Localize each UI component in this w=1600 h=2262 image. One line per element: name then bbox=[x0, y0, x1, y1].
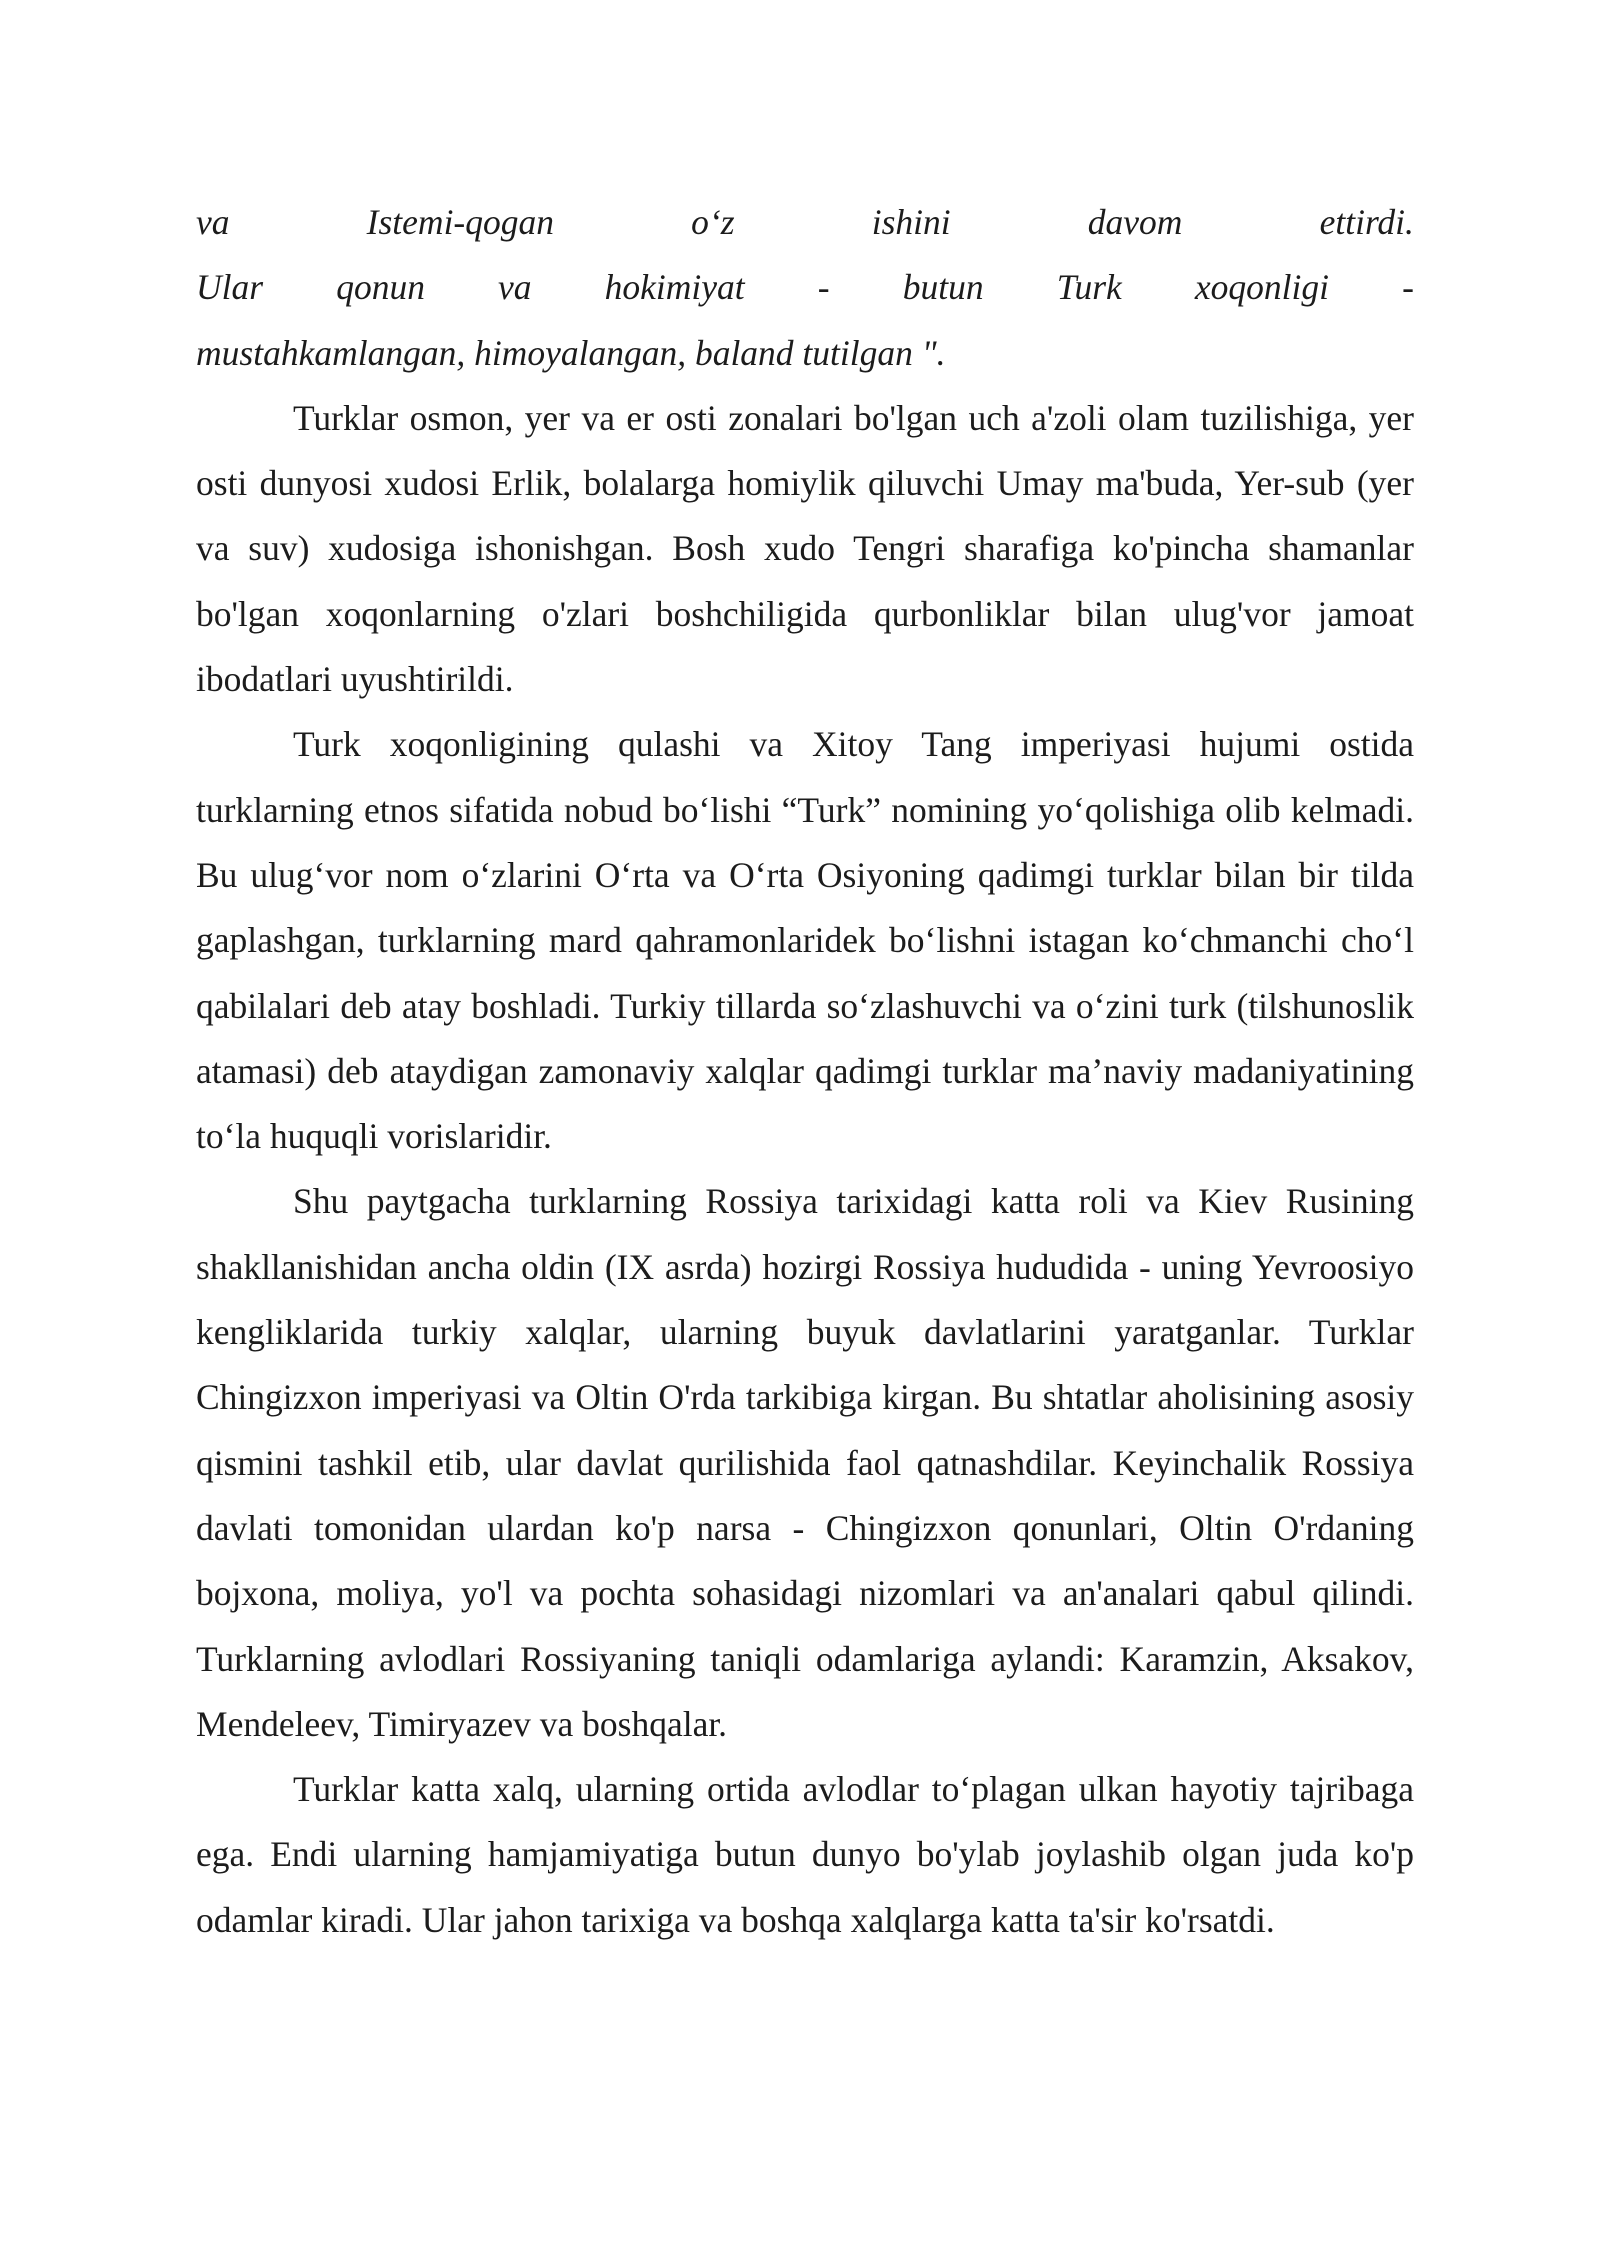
quote-word: butun bbox=[902, 267, 984, 308]
quote-line-2 bbox=[196, 255, 1414, 320]
quote-word: davom bbox=[1087, 202, 1183, 242]
quote-word: va bbox=[196, 202, 230, 242]
quote-word: ettirdi. bbox=[1319, 202, 1414, 242]
paragraph-great-people: Turklar katta xalq, ularning ortida avlodlar to‘plagan ulkan hayotiy tajribaga ega. Endi ularning hamjamiyatiga butun dunyo bo'ylab joylashib olgan juda ko'p odamlar kiradi. Ular jahon tarixiga va boshqa xalqlarga katta ta'sir ko'rsatdi. bbox=[196, 1769, 1414, 1940]
quote-word: hokimiyat bbox=[604, 267, 745, 308]
quote-word: Istemi-qogan bbox=[366, 202, 555, 242]
quote-word: ishini bbox=[871, 202, 951, 242]
document-page bbox=[196, 190, 1414, 1953]
quote-word: o‘z bbox=[691, 202, 735, 242]
paragraph-russia-role: Shu paytgacha turklarning Rossiya tarixidagi katta roli va Kiev Rusining shakllanishidan ancha oldin (IX asrda) hozirgi Rossiya hududida - uning Yevroosiyo kengliklarida turkiy xalqlar, ularning buyuk davlatlarini yaratganlar. Turklar Chingizxon imperiyasi va Oltin O'rda tarkibiga kirgan. Bu shtatlar aholisining asosiy qismini tashkil etib, ular davlat qurilishida faol qatnashdilar. Keyinchalik Rossiya davlati tomonidan ulardan ko'p narsa - Chingizxon qonunlari, Oltin O'rdaning bojxona, moliya, yo'l va pochta sohasidagi nizomlari va an'analari qabul qilindi. Turklarning avlodlari Rossiyaning taniqli odamlariga aylandi: Karamzin, Aksakov, Mendeleev, Timiryazev va boshqalar. bbox=[196, 1181, 1414, 1744]
quote-word: Ular bbox=[196, 267, 264, 308]
quote-line-3: mustahkamlangan, himoyalangan, baland tutilgan ". bbox=[196, 332, 946, 373]
paragraph-beliefs: Turklar osmon, yer va er osti zonalari bo'lgan uch a'zoli olam tuzilishiga, yer osti dunyosi xudosi Erlik, bolalarga homiylik qiluvchi Umay ma'buda, Yer-sub (yer va suv) xudosiga ishonishgan. Bosh xudo Tengri sharafiga ko'pincha shamanlar bo'lgan xoqonlarning o'zlari boshchiligida qurbonliklar bilan ulug'vor jamoat ibodatlari uyushtirildi. bbox=[196, 397, 1414, 700]
quote-line-1 bbox=[196, 190, 1414, 255]
quote-word: qonun bbox=[336, 267, 425, 308]
quote-word: va bbox=[498, 267, 532, 308]
quote-word: - bbox=[817, 267, 830, 308]
quote-word: Turk bbox=[1056, 267, 1122, 308]
paragraph-khaganate-fall: Turk xoqonligining qulashi va Xitoy Tang imperiyasi hujumi ostida turklarning etnos sifatida nobud bo‘lishi “Turk” nomining yo‘qolishiga olib kelmadi. Bu ulug‘vor nom o‘zlarini O‘rta va O‘rta Osiyoning qadimgi turklar bilan bir tilda gaplashgan, turklarning mard qahramonlaridek bo‘lishni istagan ko‘chmanchi cho‘l qabilalari deb atay boshladi. Turkiy tillarda so‘zlashuvchi va o‘zini turk (tilshunoslik atamasi) deb ataydigan zamonaviy xalqlar qadimgi turklar ma’naviy madaniyatining to‘la huquqli vorislaridir. bbox=[196, 724, 1414, 1157]
quote-word: - bbox=[1402, 267, 1414, 308]
quote-word: xoqonligi bbox=[1194, 267, 1330, 308]
